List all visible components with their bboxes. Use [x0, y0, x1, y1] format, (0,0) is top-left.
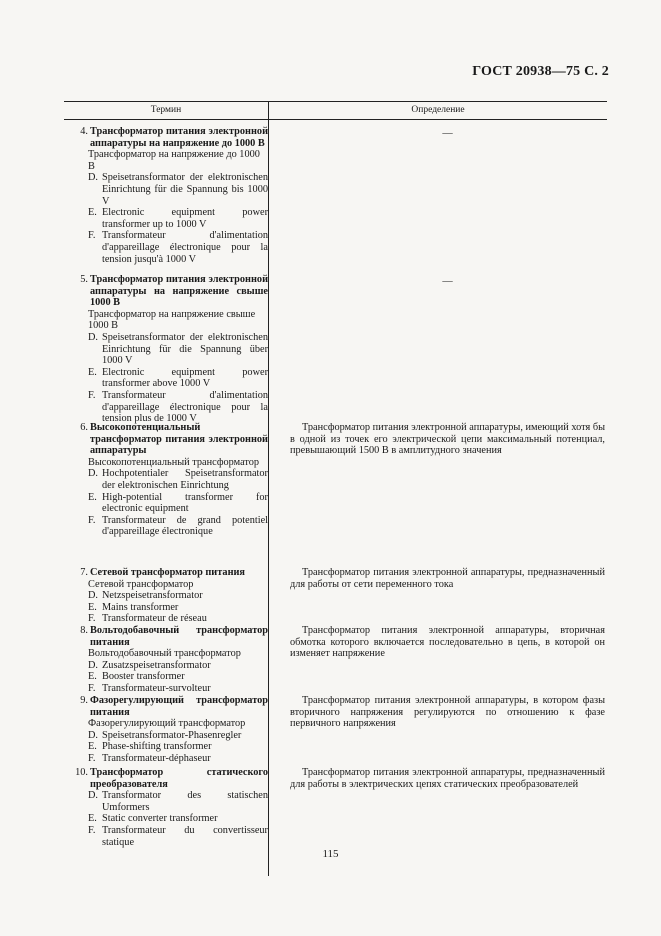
document-header: ГОСТ 20938—75 С. 2	[472, 64, 609, 79]
term-number: 8.	[80, 625, 88, 636]
term-fr: Transformateur du convertisseur statique	[102, 824, 268, 848]
table-row	[64, 422, 607, 567]
term-cell	[64, 567, 268, 625]
definition-cell	[268, 625, 607, 695]
lang-letter-fr: F.	[88, 230, 96, 242]
column-header-definition: Определение	[411, 105, 465, 115]
lang-letter-fr: F.	[88, 514, 96, 526]
term-de: Hochpotentialer Speisetransformator der elektronischen Einrichtung	[102, 468, 268, 491]
term-fr: Transformateur-déphaseur	[102, 752, 211, 764]
column-divider	[268, 120, 269, 876]
definition-cell	[268, 274, 607, 422]
term-title: Трансформатор питания электронной аппаратуры на напряжение до 1000 В	[90, 126, 268, 149]
term-de: Speisetransformator der elektronischen Einrichtung für die Spannung bis 1000 V	[102, 172, 268, 207]
term-de: Netzspeisetransformator	[102, 590, 203, 602]
column-header-term: Термин	[64, 102, 269, 119]
table-row	[64, 120, 607, 274]
page-number: 115	[322, 848, 339, 860]
term-title: Фазорегулирующий трансформатор питания	[90, 695, 268, 718]
definition-text: —	[442, 276, 453, 287]
term-cell	[64, 767, 268, 857]
table-header	[64, 102, 607, 120]
term-fr: Transformateur d'alimentation d'appareillage électronique pour la tension plus de 1000 V	[102, 389, 268, 425]
term-number: 6.	[80, 422, 88, 433]
term-fr: Transformateur d'alimentation d'appareillage électronique pour la tension jusqu'à 1000 V	[102, 230, 268, 265]
lang-letter-en: E.	[88, 813, 97, 825]
term-fr: Transformateur de grand potentiel d'appareillage électronique	[102, 514, 268, 538]
definition-text: Трансформатор питания электронной аппаратуры, имеющий хотя бы в одной из точек его электрической цепи максимальный потенциал, превышающий 1500 В в амплитудного значения	[290, 422, 605, 457]
lang-letter-de: D.	[88, 468, 99, 480]
lang-letter-en: E.	[88, 741, 97, 753]
term-number: 10.	[75, 767, 88, 778]
term-ru-short: Фазорегулирующий трансформатор	[88, 718, 246, 730]
term-cell	[64, 625, 268, 695]
term-ru-short: Высокопотенциальный трансформатор	[88, 456, 260, 468]
term-cell	[64, 274, 268, 425]
table-row	[64, 625, 607, 695]
term-title: Трансформатор питания электронной аппаратуры на напряжение свыше 1000 В	[90, 274, 268, 309]
table-row	[64, 567, 607, 625]
term-ru-short: Трансформатор на напряжение свыше 1000 В	[88, 308, 256, 332]
term-en: Electronic equipment power transformer up to 1000 V	[102, 207, 268, 230]
term-de: Speisetransformator der elektronischen Einrichtung für die Spannung über 1000 V	[102, 331, 268, 367]
term-cell	[64, 126, 268, 274]
table-row	[64, 274, 607, 425]
term-number: 7.	[80, 567, 88, 578]
table-row	[64, 767, 607, 857]
lang-letter-de: D.	[88, 790, 99, 802]
lang-letter-de: D.	[88, 729, 99, 741]
table-body	[64, 120, 607, 857]
term-ru-short: Сетевой трансформатор	[88, 578, 194, 590]
definition-text: —	[442, 128, 453, 139]
lang-letter-de: D.	[88, 331, 99, 343]
term-cell	[64, 695, 268, 767]
lang-letter-fr: F.	[88, 824, 96, 836]
lang-letter-en: E.	[88, 207, 97, 219]
term-number: 5.	[80, 274, 88, 285]
lang-letter-de: D.	[88, 172, 99, 184]
table-row	[64, 695, 607, 767]
lang-letter-de: D.	[88, 590, 99, 602]
definition-text: Трансформатор питания электронной аппаратуры, предназначенный для работы в электрических цепях статических преобразователей	[290, 767, 605, 790]
term-de: Speisetransformator-Phasenregler	[102, 729, 242, 741]
term-number: 9.	[80, 695, 88, 706]
term-title: Сетевой трансформатор питания	[90, 567, 246, 578]
definition-cell	[268, 767, 607, 857]
definition-cell	[268, 695, 607, 767]
definition-cell	[268, 567, 607, 625]
lang-letter-de: D.	[88, 659, 99, 671]
lang-letter-fr: F.	[88, 682, 96, 694]
terms-table	[64, 101, 607, 857]
term-en: Phase-shifting transformer	[102, 741, 212, 753]
definition-text: Трансформатор питания электронной аппаратуры, предназначенный для работы от сети переменного тока	[290, 567, 605, 590]
term-title: Трансформатор статического преобразователя	[90, 767, 268, 790]
term-de: Transformator des statischen Umformers	[102, 790, 268, 813]
lang-letter-en: E.	[88, 671, 97, 683]
lang-letter-en: E.	[88, 366, 97, 378]
lang-letter-en: E.	[88, 491, 97, 503]
term-fr: Transformateur de réseau	[102, 613, 207, 625]
term-cell	[64, 422, 268, 567]
lang-letter-en: E.	[88, 601, 97, 613]
term-en: Booster transformer	[102, 671, 185, 683]
lang-letter-fr: F.	[88, 752, 96, 764]
definition-text: Трансформатор питания электронной аппаратуры, вторичная обмотка которого включается последовательно в цепь, в которой он изменяет напряжение	[290, 625, 605, 660]
term-en: High-potential transformer for electronic equipment	[102, 491, 268, 515]
term-en: Static converter transformer	[102, 813, 218, 825]
definition-cell	[268, 422, 607, 567]
definition-text: Трансформатор питания электронной аппаратуры, в котором фазы вторичного напряжения регулируются по отношению к фазе первичного напряжения	[290, 695, 605, 730]
lang-letter-fr: F.	[88, 613, 96, 625]
term-de: Zusatzspeisetransformator	[102, 659, 211, 671]
term-ru-short: Вольтодобавочный трансформатор	[88, 648, 241, 660]
term-title: Вольтодобавочный трансформатор питания	[90, 625, 268, 648]
term-ru-short: Трансформатор на напряжение до 1000 В	[88, 149, 260, 172]
term-number: 4.	[80, 126, 88, 137]
term-title: Высокопотенциальный трансформатор питания электронной аппаратуры	[90, 422, 268, 457]
definition-cell	[268, 126, 607, 274]
term-en: Electronic equipment power transformer above 1000 V	[102, 366, 268, 390]
term-fr: Transformateur-survolteur	[102, 682, 211, 694]
term-en: Mains transformer	[102, 601, 179, 613]
lang-letter-fr: F.	[88, 389, 96, 401]
